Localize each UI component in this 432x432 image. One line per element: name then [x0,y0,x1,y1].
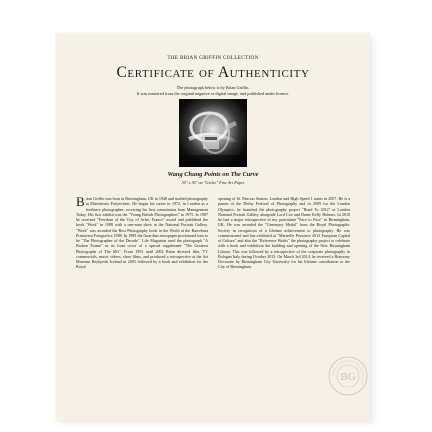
bio-text-left: rian Griffin was born in Birmingham, UK in 1948 and studied photography at Manchester Polytechnic. He began his career in 1972, in London as a freelance photographer, receiving his first commission from Management Today. His first exhibit was the "Young British Photographers" in 1975. In 1987 he received "Freedom of the City of Arles, France" award and published the book "Work" in 1988 with a one-man show at the National Portrait Gallery. "Work" was awarded the Best Photography book in the World at the Barcelona Primavera Fotografica 1988. In 1989 the Guardian newspaper proclaimed him to be "The Photographer of the Decade". Life Magazine used the photograph "A Broken Frame" as its front cover of a special supplement "The Greatest Photographs of The 80's". From 1991 until 2002 Brian directed film, TV commercials, music videos, short films, and produced a retrospective at the Art Museum Reykjavik Iceland in 2005 followed by a book and exhibition for the Royal [76,196,208,270]
collection-name: THE BRIAN GRIFFIN COLLECTION [167,55,259,61]
bio-text-right: opening of St. Pancras Station, London and High Speed 1 trains in 2007. He is a patron of the Derby Festival of Photography and in 2009 for the London Olympics, he launched the photography project "Road To 2012" at London National Portrait Gallery alongside Lord Coe and Dame Kelly Holmes. In 2010 he had a major retrospective of my portraiture "Face to Face" in Birmingham, UK. He was awarded the "Centenary Medal" from the Royal Photographic Society in recognition of a lifetime achievement to photography. He was commissioned and has exhibited at "Marseille Provence 2013 European Capital of Culture" and also the "Reference Works" the photography project to celebrate with a book and exhibition the building and opening of the New Birmingham Library. This was followed by a retrospective of the corporate photography in Bologna Italy during October 2013. On March 3rd 2014, he received a Honorary Doctorate by Birmingham City University for his lifetime contribution to the City of Birmingham. [218,196,350,270]
seal-ring-text: BRIAN GRIFFIN COLLECTION [330,358,366,385]
bio-column-left [76,193,208,270]
photo-details: 30" x 30" on "Giclee" Fine Art Paper [181,179,245,185]
certificate-title: Certificate of Authenticity [116,64,310,81]
photograph-image [179,99,247,167]
certificate-paper [56,33,370,421]
photo-title: Wang Chung Points on The Curve [167,171,259,178]
drop-cap: B [76,193,85,209]
statement-line-2: It was mastered from the original negative or digital image, and published under licence. [136,90,290,96]
seal-monogram: BG [340,371,356,383]
statement-line-1: The photograph below is by Brian Griffin. [176,85,250,90]
photograph [179,99,247,167]
embossed-seal-icon [328,356,368,396]
bio-column-right [218,196,350,270]
